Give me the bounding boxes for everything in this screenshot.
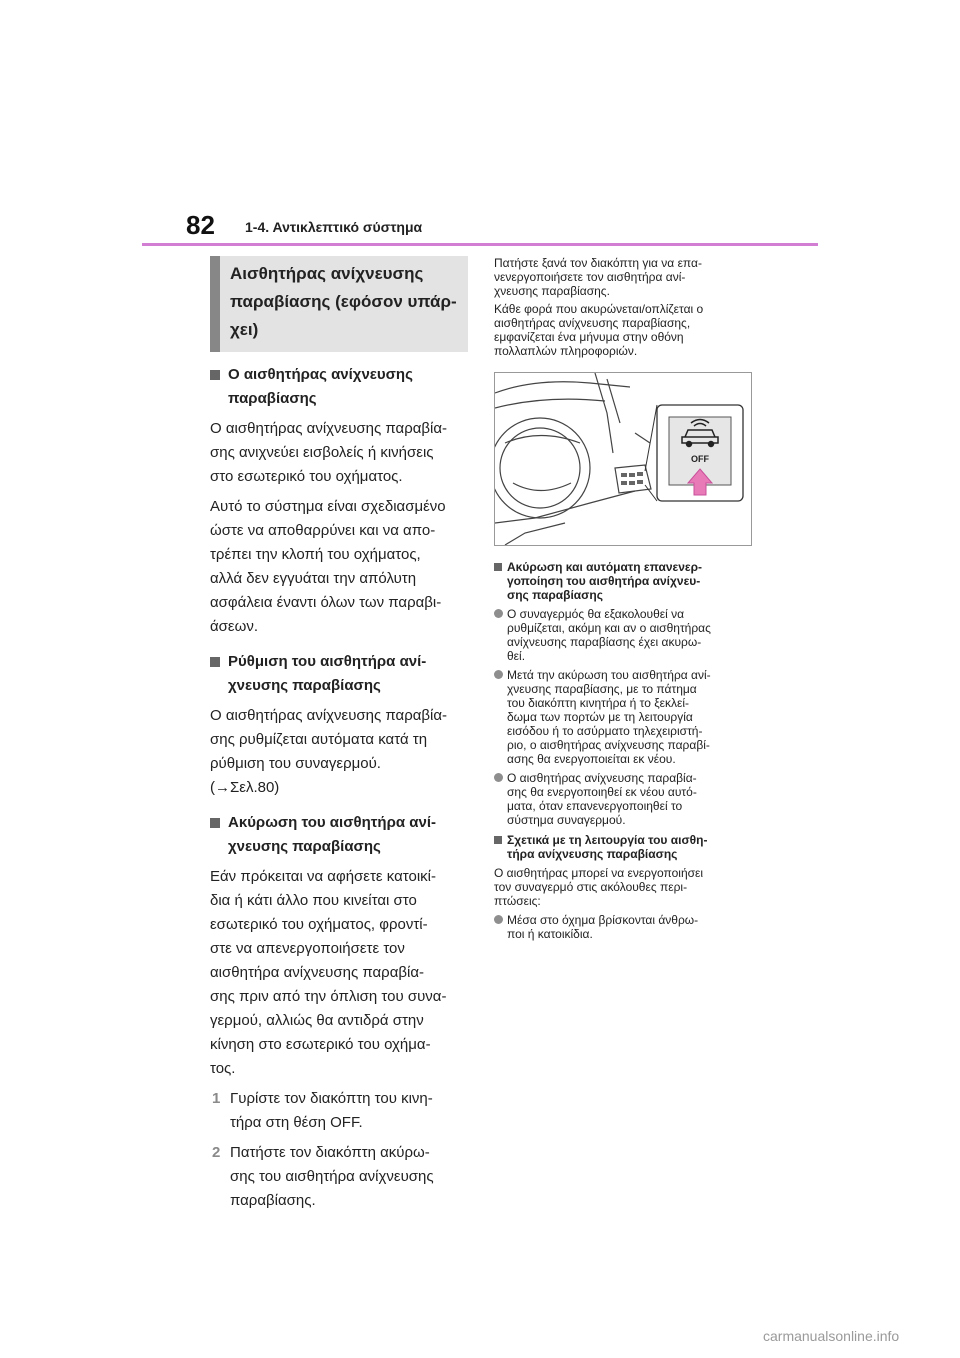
- text-line: Μετά την ακύρωση του αισθητήρα ανί-: [507, 668, 711, 682]
- text-line: θεί.: [507, 649, 526, 663]
- text-line: στε να απενεργοποιήσετε τον: [210, 940, 405, 957]
- text-line: δωμα των πορτών με τη λειτουργία: [507, 710, 693, 724]
- text-line: ώστε να αποθαρρύνει και να απο-: [210, 522, 436, 539]
- text-line: πτώσεις:: [494, 894, 541, 908]
- paragraph: [210, 865, 468, 1081]
- text-line: πολλαπλών πληροφοριών.: [494, 344, 638, 358]
- text-line: ρύθμιση του συναγερμού.: [210, 755, 381, 772]
- heading-line: τήρα ανίχνευσης παραβίασης: [507, 847, 678, 861]
- text-line: εισόδου ή το ασύρματο τηλεχειριστή-: [507, 724, 703, 738]
- heading-line: Σχετικά με τη λειτουργία του αισθη-: [507, 833, 708, 847]
- heading-line: χνευσης παραβίασης: [228, 677, 381, 694]
- text-line: σης ρυθμίζεται αυτόματα κατά τη: [210, 731, 428, 748]
- heading-setting: [210, 650, 468, 698]
- heading-line: παραβίασης: [228, 390, 317, 407]
- text-line: Ο αισθητήρας ανίχνευσης παραβία-: [507, 771, 697, 785]
- text-line: δια ή κάτι άλλο που κινείται στο: [210, 892, 417, 909]
- text-line: ανίχνευσης παραβίασης έχει ακυρω-: [507, 635, 702, 649]
- left-column: [210, 256, 468, 1213]
- heading-line: Ο αισθητήρας ανίχνευσης: [228, 366, 413, 383]
- text-line: Ο αισθητήρας ανίχνευσης παραβία-: [210, 707, 448, 724]
- text-line: ματα, όταν επανενεργοποιηθεί το: [507, 799, 683, 813]
- circle-bullet-icon: [494, 773, 503, 782]
- text-line: ριο, ο αισθητήρας ανίχνευσης παραβί-: [507, 738, 710, 752]
- paragraph: [494, 256, 756, 298]
- text-line: Ο συναγερμός θα εξακολουθεί να: [507, 607, 685, 621]
- dashboard-drawing: [495, 373, 751, 545]
- circle-bullet-icon: [494, 915, 503, 924]
- step-item: [210, 1087, 468, 1135]
- text-line: σης του αισθητήρα ανίχνευσης: [230, 1168, 434, 1185]
- right-column: [494, 256, 756, 941]
- text-line: ποι ή κατοικίδια.: [507, 927, 593, 941]
- text-line: αισθητήρα ανίχνευσης παραβία-: [210, 964, 424, 981]
- text-line: γερμού, αλλιώς θα αντιδρά στην: [210, 1012, 424, 1029]
- heading-cancel: [210, 811, 468, 859]
- square-bullet-icon: [210, 370, 220, 380]
- header-rule: [142, 243, 818, 246]
- text-line: σύστημα συναγερμού.: [507, 813, 626, 827]
- text-line: παραβίασης.: [230, 1192, 316, 1209]
- box-title-line: Αισθητήρας ανίχνευσης: [230, 264, 424, 283]
- text-line: κίνηση στο εσωτερικό του οχήμα-: [210, 1036, 431, 1053]
- box-title-line: χει): [230, 320, 259, 339]
- heading-line: Ακύρωση του αισθητήρα ανί-: [228, 814, 436, 831]
- text-line: σης ανιχνεύει εισβολείς ή κινήσεις: [210, 444, 434, 461]
- text-line: Εάν πρόκειται να αφήσετε κατοικί-: [210, 868, 436, 885]
- dashboard-illustration: [494, 372, 752, 546]
- text-line: εμφανίζεται ένα μήνυμα στην οθόνη: [494, 330, 684, 344]
- text-line: αισθητήρας ανίχνευσης παραβίασης,: [494, 316, 691, 330]
- text-line: σης θα ενεργοποιηθεί εκ νέου αυτό-: [507, 785, 697, 799]
- text-line: νενεργοποιήσετε τον αισθητήρα ανί-: [494, 270, 686, 284]
- text-line: Πατήστε τον διακόπτη ακύρω-: [230, 1144, 430, 1161]
- text-line: Πατήστε ξανά τον διακόπτη για να επα-: [494, 256, 702, 270]
- text-line: τρέπει την κλοπή του οχήματος,: [210, 546, 421, 563]
- text-line: εσωτερικό του οχήματος, φροντί-: [210, 916, 428, 933]
- page-number: 82: [186, 210, 215, 240]
- square-bullet-icon: [494, 563, 502, 571]
- square-bullet-icon: [210, 657, 220, 667]
- text-line: σης πριν από την όπλιση του συνα-: [210, 988, 447, 1005]
- heading-line: χνευσης παραβίασης: [228, 838, 381, 855]
- text-line: χνευσης παραβίασης.: [494, 284, 610, 298]
- text-line: Μέσα στο όχημα βρίσκονται άνθρω-: [507, 913, 699, 927]
- page-reference-link[interactable]: (→Σελ.80): [210, 779, 280, 796]
- text-line: τήρα στη θέση OFF.: [230, 1114, 363, 1131]
- bullet-item: [494, 771, 756, 827]
- heading-line: σης παραβίασης: [507, 588, 603, 602]
- box-title: [210, 256, 468, 352]
- heading-line: Ρύθμιση του αισθητήρα ανί-: [228, 653, 427, 670]
- heading-line: Ακύρωση και αυτόματη επανενερ-: [507, 560, 702, 574]
- heading-auto-reactivation: [494, 560, 756, 602]
- paragraph: [494, 866, 756, 908]
- watermark: carmanualsonline.info: [763, 1328, 900, 1344]
- circle-bullet-icon: [494, 670, 503, 679]
- bullet-item: [494, 668, 756, 766]
- box-title-line: παραβίασης (εφόσον υπάρ-: [230, 292, 457, 311]
- off-button-label: OFF: [691, 454, 709, 464]
- text-line: ασης θα ενεργοποιείται εκ νέου.: [507, 752, 676, 766]
- text-line: του διακόπτη κινητήρα ή το ξεκλεί-: [507, 696, 689, 710]
- text-line: στο εσωτερικό του οχήματος.: [210, 468, 403, 485]
- text-line: αλλά δεν εγγυάται την απόλυτη: [210, 570, 417, 587]
- text-line: Ο αισθητήρας μπορεί να ενεργοποιήσει: [494, 866, 704, 880]
- heading-line: γοποίηση του αισθητήρα ανίχνευ-: [507, 574, 701, 588]
- square-bullet-icon: [494, 836, 502, 844]
- text-line: τος.: [210, 1060, 236, 1077]
- paragraph: [210, 704, 468, 800]
- bullet-item: [494, 913, 756, 941]
- paragraph: [210, 417, 468, 489]
- heading-sensor: [210, 363, 468, 411]
- square-bullet-icon: [210, 818, 220, 828]
- text-line: Γυρίστε τον διακόπτη του κινη-: [230, 1090, 433, 1107]
- text-line: χνευσης παραβίασης, με το πάτημα: [507, 682, 697, 696]
- text-line: τον συναγερμό στις ακόλουθες περι-: [494, 880, 688, 894]
- text-line: ρυθμίζεται, ακόμη και αν ο αισθητήρας: [507, 621, 711, 635]
- step-number: 1: [212, 1090, 221, 1107]
- text-line: Αυτό το σύστημα είναι σχεδιασμένο: [210, 498, 446, 515]
- text-line: άσεων.: [210, 618, 258, 635]
- paragraph: [494, 302, 756, 358]
- text-line: Κάθε φορά που ακυρώνεται/οπλίζεται ο: [494, 302, 704, 316]
- step-item: [210, 1141, 468, 1213]
- bullet-item: [494, 607, 756, 663]
- paragraph: [210, 495, 468, 639]
- heading-operation: [494, 833, 756, 861]
- circle-bullet-icon: [494, 609, 503, 618]
- step-number: 2: [212, 1144, 221, 1161]
- section-title: 1-4. Αντικλεπτικό σύστημα: [245, 219, 423, 235]
- text-line: ασφάλεια έναντι όλων των παραβι-: [210, 594, 442, 611]
- text-line: Ο αισθητήρας ανίχνευσης παραβία-: [210, 420, 448, 437]
